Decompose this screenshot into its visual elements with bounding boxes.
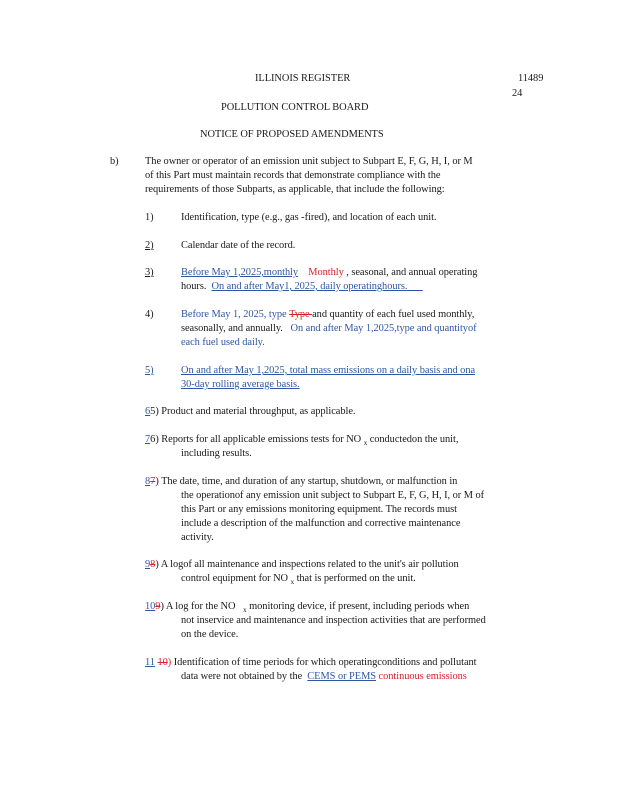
- item-11-text-2: data were not obtained by the: [181, 671, 303, 682]
- section-b-line-2: of this Part must maintain records that demonstrate compliance with the: [145, 170, 441, 181]
- item-3-number: 3): [145, 267, 154, 278]
- issue-number: 24: [512, 88, 523, 99]
- item-8-line-4: include a description of the malfunction and corrective maintenance: [181, 518, 461, 529]
- section-b-line-1: The owner or operator of an emission unit subject to Subpart E, F, G, H, I, or M: [145, 156, 473, 167]
- item-3-deleted-monthly: Monthly: [308, 267, 344, 278]
- item-1-text: Identification, type (e.g., gas -fired), and location of each unit.: [181, 212, 437, 223]
- item-4-deleted-type: Type: [289, 309, 313, 320]
- item-11-inserted-cems: CEMS or PEMS: [307, 671, 376, 682]
- item-4-seasonally: seasonally, and annually.: [181, 323, 283, 334]
- item-7-text-end: conductedon the unit,: [367, 434, 459, 445]
- item-6-text: Product and material throughput, as applicable.: [158, 406, 356, 417]
- item-7-number-inserted: 7: [145, 434, 151, 445]
- notice-title: NOTICE OF PROPOSED AMENDMENTS: [200, 129, 384, 140]
- item-3-line-1: [181, 267, 477, 278]
- item-6-number-inserted: 6: [145, 406, 151, 417]
- item-4-line-1: [181, 309, 474, 320]
- item-4-inserted-type: Before May 1, 2025, type: [181, 309, 287, 320]
- item-8-line-3: this Part or any emissions monitoring equipment. The records must: [181, 504, 457, 515]
- item-7-line-2: including results.: [181, 448, 252, 459]
- item-10-number-inserted: 10: [145, 601, 156, 612]
- item-11-number-deleted: 10: [157, 657, 168, 668]
- item-7-line-1: [145, 434, 458, 447]
- item-2-text: Calendar date of the record.: [181, 240, 296, 251]
- item-4-line-2: [181, 323, 477, 334]
- item-10-text-end: monitoring device, if present, including periods when: [246, 601, 470, 612]
- item-11-line-2: [181, 671, 467, 682]
- item-8-text-1: The date, time, and duration of any startup, shutdown, or malfunction in: [158, 476, 458, 487]
- item-8-number-inserted: 8: [145, 476, 151, 487]
- item-10-number-deleted: 9: [155, 601, 161, 612]
- item-4-line-3: each fuel used daily.: [181, 337, 265, 348]
- item-3-rest: , seasonal, and annual operating: [343, 267, 478, 278]
- item-8-line-1: [145, 476, 457, 487]
- item-9-line-1: [145, 559, 459, 570]
- item-9-subscript: x: [290, 578, 295, 587]
- item-10-line-1: [145, 601, 469, 614]
- item-9-line-2: [181, 573, 416, 586]
- item-9-text-end: that is performed on the unit.: [294, 573, 416, 584]
- item-11-text-1: Identification of time periods for which operatingconditions and pollutant: [171, 657, 477, 668]
- item-5-line-2: 30-day rolling average basis.: [181, 379, 300, 390]
- item-7-text: Reports for all applicable emissions tests for NO: [158, 434, 362, 445]
- item-9-number-suffix: ): [155, 559, 159, 570]
- register-title: ILLINOIS REGISTER: [255, 73, 351, 84]
- item-2-number: 2): [145, 240, 154, 251]
- page-number: 11489: [518, 73, 544, 84]
- item-11-number-inserted: 11: [145, 657, 155, 668]
- item-9-text-1: A logof all maintenance and inspections related to the unit's air pollution: [158, 559, 459, 570]
- item-10-line-3: on the device.: [181, 629, 239, 640]
- item-8-line-5: activity.: [181, 532, 214, 543]
- item-8-number-deleted: 7: [150, 476, 156, 487]
- item-3-line-2: [181, 281, 423, 292]
- item-10-subscript: x: [243, 606, 247, 615]
- item-11-line-1: [145, 657, 476, 668]
- item-1-number: 1): [145, 212, 154, 223]
- item-3-inserted-daily: On and after May1, 2025, daily operatinghours.: [211, 281, 408, 292]
- item-9-number-deleted: 8: [150, 559, 156, 570]
- item-5-line-1: On and after May 1,2025, total mass emissions on a daily basis and ona: [181, 365, 476, 376]
- item-6-number-old: 5: [150, 406, 156, 417]
- item-6-line: [145, 406, 355, 417]
- item-4-number: 4): [145, 309, 154, 320]
- item-10-number-suffix: ): [160, 601, 164, 612]
- item-7-number-suffix: ): [155, 434, 159, 445]
- item-11-number-suffix: ): [167, 657, 172, 668]
- item-8-number-suffix: ): [155, 476, 159, 487]
- item-4-rest: and quantity of each fuel used monthly,: [312, 309, 475, 320]
- item-8-line-2: the operationof any emission unit subject to Subpart E, F, G, H, I, or M of: [181, 490, 485, 501]
- item-5-number: 5): [145, 365, 154, 376]
- item-6-number-suffix: ): [155, 406, 159, 417]
- item-9-number-inserted: 9: [145, 559, 151, 570]
- section-b-label: b): [110, 156, 119, 167]
- board-title: POLLUTION CONTROL BOARD: [221, 102, 369, 113]
- section-b-line-3: requirements of those Subparts, as applicable, that include the following:: [145, 184, 445, 195]
- item-7-number-old: 6: [150, 434, 156, 445]
- item-3-hours: hours.: [181, 281, 207, 292]
- item-4-inserted-after: On and after May 1,2025,type and quantityof: [290, 323, 477, 334]
- item-3-inserted-text: Before May 1,2025,monthly: [181, 267, 299, 278]
- item-9-text-2: control equipment for NO: [181, 573, 289, 584]
- item-10-line-2: not inservice and maintenance and inspection activities that are performed: [181, 615, 486, 626]
- item-7-subscript: x: [363, 439, 368, 448]
- item-11-continuous-emissions: continuous emissions: [376, 671, 467, 682]
- item-10-text-1: A log for the NO: [163, 601, 236, 612]
